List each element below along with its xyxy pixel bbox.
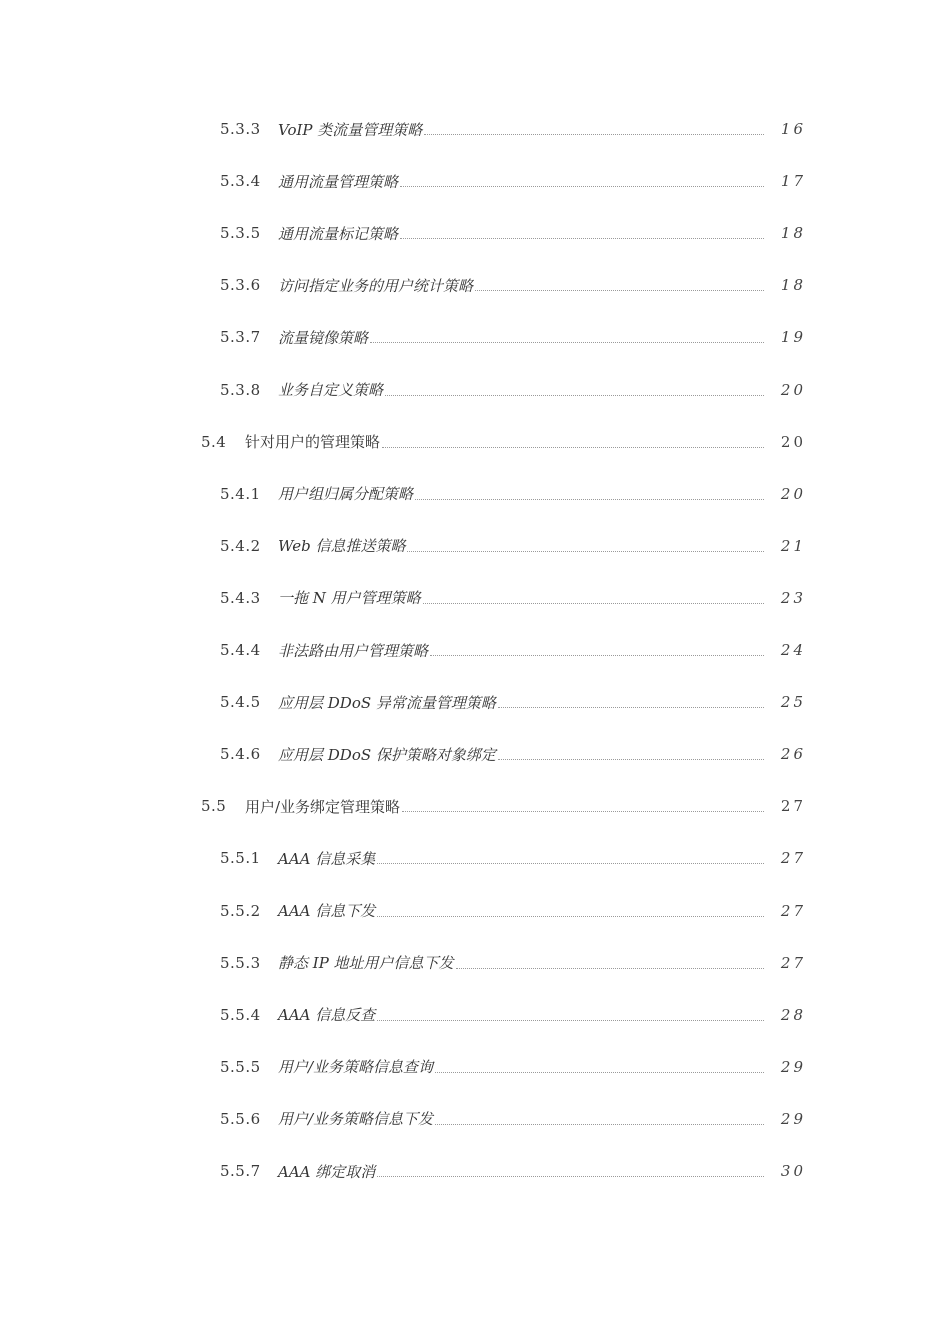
dot-leader [435,1072,764,1073]
toc-entry-title: AAA 信息采集 [278,849,376,868]
toc-entry-page-number: 28 [780,1005,806,1024]
toc-entry[interactable] [220,270,806,300]
toc-entry-number: 5.4.4 [220,641,261,659]
toc-entry[interactable] [220,218,806,248]
toc-entry-page-number: 20 [780,484,806,503]
toc-entry-page-number: 24 [780,641,806,659]
toc-entry[interactable] [220,948,806,978]
toc-entry-number: 5.5.5 [220,1057,261,1076]
toc-entry-title: 业务自定义策略 [278,381,384,399]
toc-entry-page-number: 17 [780,172,806,191]
dot-leader [370,342,764,343]
dot-leader [498,707,764,708]
toc-entry-page-number: 20 [780,380,806,399]
toc-entry-number: 5.5.7 [220,1162,261,1180]
toc-entry-title: 流量镜像策略 [278,328,369,347]
dot-leader [377,1020,764,1021]
dot-leader [423,603,764,604]
toc-entry-page-number: 27 [780,797,806,816]
toc-entry-number: 5.3.6 [220,276,261,295]
toc-entry-title: 用户/业务策略信息查询 [278,1058,434,1077]
toc-entry-title: 用户/业务绑定管理策略 [245,797,401,816]
toc-entry-number: 5.5.2 [220,901,261,920]
toc-entry-title: Web 信息推送策略 [278,537,406,556]
toc-entry-title: 针对用户的管理策略 [245,433,381,452]
toc-entry[interactable] [220,1052,806,1082]
toc-entry-title: 一拖 N 用户管理策略 [278,589,421,608]
dot-leader [498,759,764,760]
toc-entry-number: 5.3.8 [220,380,261,399]
dot-leader [377,863,764,864]
toc-entry-number: 5.5.4 [220,1005,261,1024]
toc-entry-title: 用户/业务策略信息下发 [278,1110,434,1129]
toc-entry[interactable] [220,479,806,509]
toc-entry-number: 5.3.7 [220,328,261,347]
toc-entry-page-number: 18 [780,276,806,295]
dot-leader [430,655,764,656]
toc-entry-page-number: 18 [780,224,806,243]
toc-entry-number: 5.3.3 [220,120,261,138]
toc-entry-number: 5.4.2 [220,536,261,555]
toc-entry[interactable] [201,791,806,821]
toc-entry-number: 5.5.3 [220,953,261,972]
toc-entry-title: AAA 绑定取消 [278,1162,376,1181]
dot-leader [400,238,764,239]
toc-entry[interactable] [220,896,806,926]
toc-entry-page-number: 27 [780,953,806,972]
toc-entry-title: 非法路由用户管理策略 [278,641,429,660]
toc-entry-title: 用户组归属分配策略 [278,485,414,504]
toc-entry-number: 5.5.6 [220,1109,261,1128]
toc-entry-page-number: 29 [780,1057,806,1076]
dot-leader [407,551,764,552]
toc-entry[interactable] [220,322,806,352]
toc-entry-title: 访问指定业务的用户统计策略 [278,276,474,295]
toc-entry-title: 通用流量管理策略 [278,172,399,191]
dot-leader [382,447,764,448]
dot-leader [400,186,764,187]
toc-entry-number: 5.4.6 [220,745,261,764]
toc-entry-page-number: 26 [780,745,806,764]
toc-entry[interactable] [220,114,806,144]
toc-entry[interactable] [220,1156,806,1186]
dot-leader [385,395,764,396]
toc-entry[interactable] [220,635,806,665]
toc-entry[interactable] [220,531,806,561]
toc-entry-title: 静态 IP 地址用户信息下发 [278,954,454,973]
toc-entry-number: 5.4.1 [220,484,261,503]
dot-leader [377,1176,764,1177]
toc-entry-number: 5.4.3 [220,588,261,607]
toc-entry-title: 应用层 DDoS 保护策略对象绑定 [278,745,496,764]
toc-entry[interactable] [220,843,806,873]
toc-entry[interactable] [220,687,806,717]
toc-entry[interactable] [220,583,806,613]
toc-entry[interactable] [220,166,806,196]
dot-leader [377,916,764,917]
toc-entry-page-number: 27 [780,849,806,868]
dot-leader [475,290,764,291]
dot-leader [402,811,764,812]
toc-entry-page-number: 21 [780,536,806,555]
toc-entry-number: 5.3.4 [220,172,261,191]
toc-entry-number: 5.3.5 [220,224,261,243]
dot-leader [435,1124,764,1125]
toc-entry[interactable] [220,739,806,769]
toc-entry-page-number: 27 [780,901,806,920]
dot-leader [415,499,764,500]
toc-entry-number: 5.5 [201,797,227,816]
toc-entry-page-number: 25 [780,693,806,712]
dot-leader [424,134,764,135]
toc-entry-page-number: 30 [780,1162,806,1180]
toc-entry-title: AAA 信息反查 [278,1006,376,1025]
toc-entry[interactable] [220,375,806,405]
toc-entry-title: VoIP 类流量管理策略 [278,120,423,139]
toc-entry-title: 通用流量标记策略 [278,224,399,243]
toc-entry-number: 5.4 [201,432,227,451]
toc-entry-page-number: 29 [780,1109,806,1128]
toc-entry[interactable] [220,1000,806,1030]
toc-entry-number: 5.4.5 [220,693,261,712]
toc-entry-page-number: 23 [780,588,806,607]
toc-entry-title: 应用层 DDoS 异常流量管理策略 [278,693,496,712]
toc-entry-page-number: 19 [780,328,806,347]
toc-entry[interactable] [220,1104,806,1134]
toc-entry[interactable] [201,427,806,457]
toc-entry-title: AAA 信息下发 [278,902,376,920]
toc-entry-page-number: 16 [780,120,806,138]
dot-leader [456,968,764,969]
toc-entry-number: 5.5.1 [220,849,261,868]
toc-entry-page-number: 20 [780,432,806,451]
